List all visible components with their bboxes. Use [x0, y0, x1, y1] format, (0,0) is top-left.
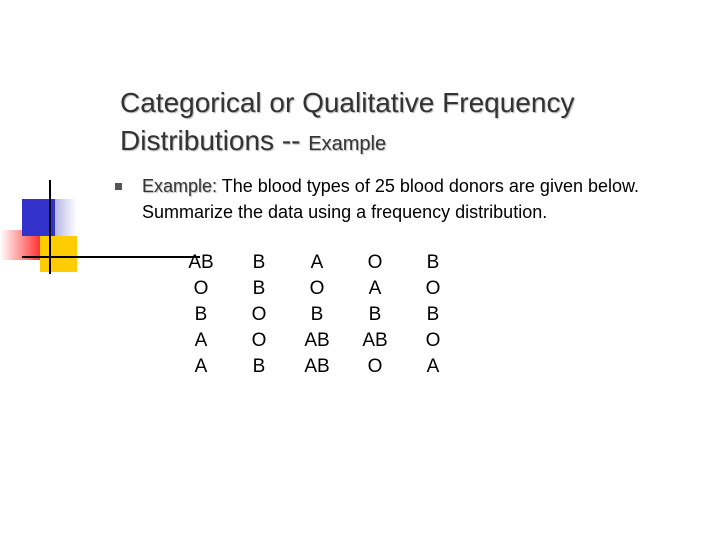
- title-line-2-main: Distributions --: [120, 125, 309, 156]
- blood-type-cell: A: [194, 356, 208, 377]
- blood-type-cell: B: [368, 304, 382, 325]
- bullet-body: The blood types of 25 blood donors are given below. Summarize the data using a frequency distribution.: [142, 176, 640, 222]
- title-line-1: Categorical or Qualitative Frequency: [120, 87, 575, 118]
- title-line-2: [120, 122, 700, 163]
- blood-type-cell: B: [252, 252, 266, 273]
- blood-type-cell: A: [310, 252, 324, 273]
- bullet-marker-icon: [115, 183, 122, 190]
- blood-type-cell: O: [251, 330, 267, 351]
- blood-type-cell: B: [194, 304, 208, 325]
- blood-type-cell: B: [426, 252, 440, 273]
- title-line-2-small: Example: [308, 133, 387, 155]
- blood-type-cell: O: [309, 278, 325, 299]
- decor-blue-shadow: [55, 199, 77, 236]
- bullet-paragraph: [142, 173, 702, 225]
- blood-type-cell: O: [367, 356, 383, 377]
- blood-type-cell: AB: [304, 356, 330, 377]
- blood-type-cell: O: [425, 330, 441, 351]
- blood-type-cell: A: [194, 330, 208, 351]
- blood-type-cell: AB: [304, 330, 330, 351]
- bullet-label: Example:: [142, 176, 222, 196]
- slide-title: [120, 84, 700, 163]
- blood-type-cell: AB: [362, 330, 388, 351]
- blood-type-cell: O: [425, 278, 441, 299]
- blood-type-cell: A: [426, 356, 440, 377]
- blood-type-cell: B: [252, 278, 266, 299]
- blood-type-cell: B: [310, 304, 324, 325]
- blood-type-cell: B: [426, 304, 440, 325]
- blood-type-cell: A: [368, 278, 382, 299]
- blood-type-cell: O: [193, 278, 209, 299]
- decor-yellow-block: [40, 236, 77, 272]
- blood-type-cell: AB: [188, 252, 214, 273]
- blood-type-cell: O: [251, 304, 267, 325]
- blood-type-cell: B: [252, 356, 266, 377]
- blood-type-data-grid: [172, 250, 462, 380]
- decor-vertical-line: [49, 180, 51, 274]
- blood-type-cell: O: [367, 252, 383, 273]
